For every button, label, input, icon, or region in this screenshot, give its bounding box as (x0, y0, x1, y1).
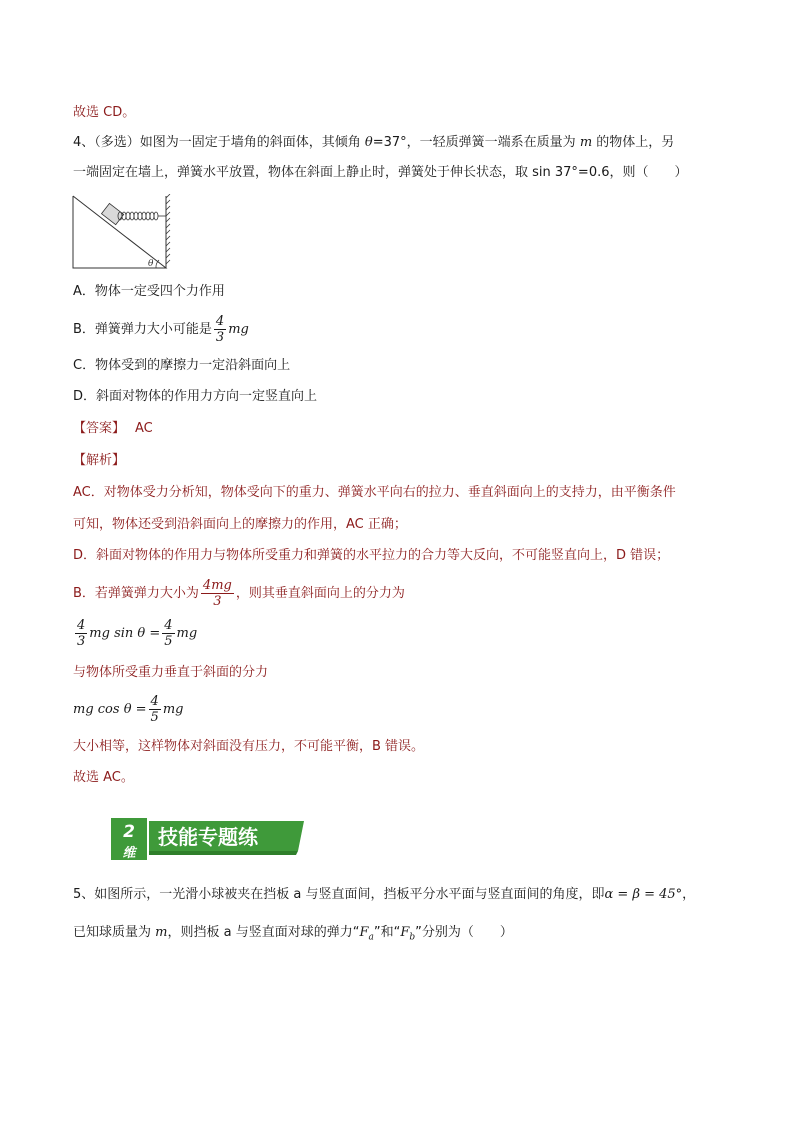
q5-fa (359, 925, 374, 943)
answer-label: 【答案】 (73, 421, 126, 436)
block (101, 203, 123, 224)
analysis-line-7: 故选 AC。 (73, 770, 134, 785)
fraction-numerator: 4 (215, 314, 225, 329)
q4-stem-line2: 一端固定在墙上，弹簧水平放置，物体在斜面上静止时，弹簧处于伸长状态，取 sin 37°=0.6，则（ ） (73, 165, 688, 180)
q5-stem-line2 (73, 924, 513, 947)
q5-line2-mid: ，则挡板 a 与竖直面对球的弹力“ (167, 925, 360, 940)
equation-2 (73, 690, 183, 730)
q4-option-d: D．斜面对物体的作用力方向一定竖直向上 (73, 389, 318, 404)
q4-stem-line1 (73, 134, 674, 152)
eq2-pre: mg cos θ = (73, 702, 147, 717)
q4-stem-post: 的物体上，另 (592, 135, 675, 150)
badge-number: 2 (123, 822, 135, 842)
q5-line2-and: ”和“ (373, 925, 401, 940)
q5-stem-line1 (73, 886, 695, 904)
fraction-numerator: 4 (77, 618, 86, 633)
equation-1 (73, 614, 197, 654)
eq1-left-fraction (75, 618, 87, 649)
q4-option-b (73, 310, 249, 350)
q4-mass: m (579, 135, 593, 150)
wall-hatching (166, 194, 170, 264)
figure-theta-label: θ (148, 259, 154, 269)
fb-subscript: b (409, 932, 416, 943)
eq1-right-fraction (162, 618, 174, 649)
analysis-fraction-4mg-3 (201, 578, 234, 609)
q4-option-b-post: mg (228, 322, 249, 337)
q4-answer (73, 420, 153, 438)
fraction-numerator: 4 (150, 694, 159, 709)
answer-value: AC (135, 421, 153, 436)
q4-option-a: A．物体一定受四个力作用 (73, 284, 225, 299)
q5-angle-equation: α = β = 45° (604, 887, 683, 902)
fraction-numerator: 4 (164, 618, 173, 633)
analysis-line-3: D．斜面对物体的作用力与物体所受重力和弹簧的水平拉力的合力等大反向，不可能竖直向上，D 错误； (73, 548, 670, 563)
q4-option-b-pre: B．弹簧弹力大小可能是 (73, 322, 212, 337)
banner-title: 技能专题练 (158, 825, 258, 849)
q4-option-c: C．物体受到的摩擦力一定沿斜面向上 (73, 358, 291, 373)
q5-stem-pre: 5、如图所示，一光滑小球被夹在挡板 a 与竖直面间，挡板平分水平面与竖直面间的角度，即 (73, 887, 605, 902)
fraction-denominator: 5 (164, 634, 173, 649)
eq2-fraction (149, 694, 161, 725)
analysis-line-1: AC．对物体受力分析知，物体受向下的重力、弹簧水平向右的拉力、垂直斜面向上的支持力，由平衡条件 (73, 485, 676, 500)
q4-theta: θ (364, 135, 373, 150)
analysis-line-4 (73, 574, 405, 614)
banner-ribbon-shade (144, 851, 298, 855)
badge-char: 维 (122, 846, 136, 861)
q5-mass: m (155, 925, 168, 940)
fraction-numerator: 4mg (202, 578, 232, 593)
q4-option-b-fraction (214, 314, 226, 345)
analysis-label: 【解析】 (73, 453, 126, 468)
q5-fb (400, 925, 416, 943)
spring (118, 212, 166, 220)
incline-body (73, 196, 166, 268)
fraction-denominator: 3 (215, 330, 225, 345)
analysis-line-4-pre: B．若弹簧弹力大小为 (73, 586, 199, 601)
q4-stem-mid: =37°，一轻质弹簧一端系在质量为 (372, 135, 580, 150)
incline-figure (70, 194, 180, 270)
eq2-post: mg (162, 702, 184, 717)
prev-conclusion: 故选 CD。 (73, 105, 136, 120)
q4-stem-pre: 4、（多选）如图为一固定于墙角的斜面体，其倾角 (73, 135, 365, 150)
q5-line2-pre: 已知球质量为 (73, 925, 156, 940)
analysis-line-4-post: ，则其垂直斜面向上的分力为 (235, 586, 405, 601)
fa-symbol: F (359, 925, 369, 940)
q5-line2-post: ”分别为（ ） (415, 925, 513, 940)
analysis-line-2: 可知，物体还受到沿斜面向上的摩擦力的作用，AC 正确； (73, 517, 407, 532)
analysis-line-6: 大小相等，这样物体对斜面没有压力，不可能平衡，B 错误。 (73, 739, 425, 754)
fa-subscript: a (368, 932, 374, 943)
section-banner (108, 815, 306, 863)
fraction-denominator: 3 (77, 634, 86, 649)
fraction-denominator: 5 (150, 710, 159, 725)
q5-stem-post: ， (682, 887, 696, 902)
fb-symbol: F (400, 925, 410, 940)
eq1-post: mg (176, 626, 198, 641)
analysis-line-5: 与物体所受重力垂直于斜面的分力 (73, 665, 269, 680)
fraction-denominator: 3 (213, 594, 222, 609)
eq1-middle: mg sin θ = (89, 626, 161, 641)
